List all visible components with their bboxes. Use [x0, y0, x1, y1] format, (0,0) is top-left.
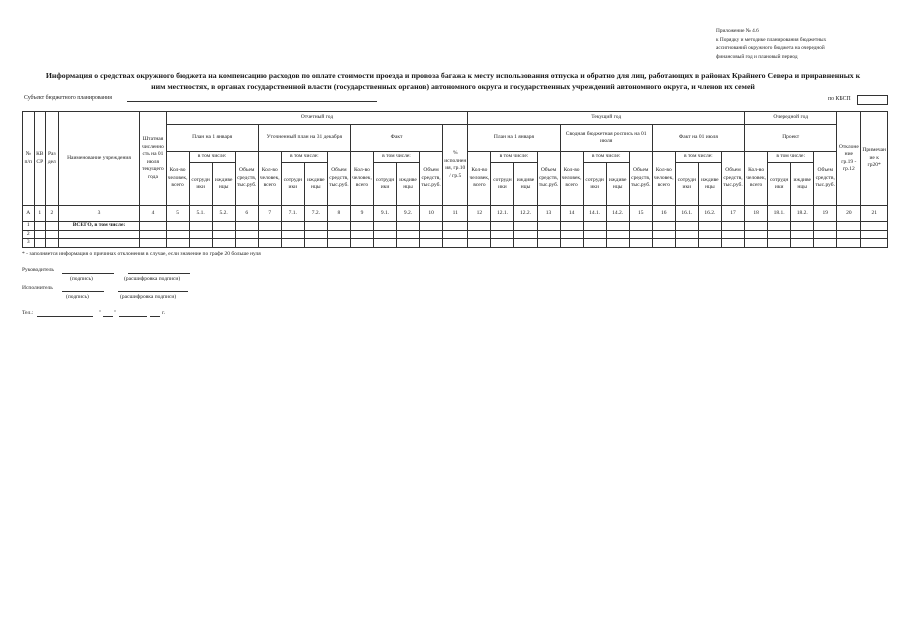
header-count: Кол-во человек, всего: [652, 152, 675, 206]
kbsp-label: по КБСП: [828, 96, 851, 102]
column-number: 1: [34, 206, 46, 222]
column-number: 21: [861, 206, 888, 222]
row-name: ВСЕГО, в том числе:: [58, 222, 140, 231]
column-number: 8: [327, 206, 350, 222]
column-number: 16: [652, 206, 675, 222]
header-employees: сотрудники: [675, 163, 698, 206]
header-employees: сотрудники: [373, 163, 396, 206]
header-razdel: Раз дел: [46, 112, 59, 206]
date-year-field[interactable]: [150, 316, 160, 317]
header-employees: сотрудники: [491, 163, 514, 206]
header-volume: Объем средств, тыс.руб.: [420, 152, 443, 206]
header-volume: Объем средств, тыс.руб.: [235, 152, 258, 206]
executor-decoding-caption: (расшифровка подписи): [120, 294, 177, 300]
head-signature-line[interactable]: [62, 273, 114, 274]
column-number: 15: [629, 206, 652, 222]
header-project: Проект: [745, 125, 837, 152]
column-number: 5.2.: [212, 206, 235, 222]
header-dependents: иждивенцы: [514, 163, 537, 206]
header-fact: Факт: [350, 125, 442, 152]
column-number: 9: [350, 206, 373, 222]
head-signature-caption: (подпись): [70, 276, 93, 282]
header-next-year: Очередной год: [745, 112, 837, 125]
date-month-field[interactable]: [119, 316, 147, 317]
column-number: 19: [814, 206, 837, 222]
date-quote-close: ": [114, 310, 117, 316]
header-employees: сотрудники: [583, 163, 606, 206]
document-title: Информация о средствах окружного бюджета на компенсацию расходов по оплате стоимости проезда и провоза багажа к месту использования отпуска и обратно для лиц, работающих в районах Крайнего Севера и приравненных к ним местностях, в органах государственной власти (государственных органов) автономного округа и государственных учреждений автономного округа, и членов их семей: [45, 71, 861, 91]
column-number: 14: [560, 206, 583, 222]
kbsp-field[interactable]: [857, 95, 888, 105]
table-row: [23, 239, 888, 248]
header-budget-list: Сводная бюджетная роспись на 01 июля: [560, 125, 652, 152]
column-number: 7.2.: [304, 206, 327, 222]
column-number: 17: [721, 206, 744, 222]
column-numbers-row: [23, 206, 888, 222]
footnote: * - заполняется информация о причинах отклонения в случае, если значение по графе 20 больше нуля: [22, 251, 261, 257]
row-number: 3: [23, 239, 35, 248]
appendix-note: [716, 27, 896, 61]
header-dependents: иждивенцы: [791, 163, 814, 206]
phone-field[interactable]: [37, 316, 93, 317]
column-number: 13: [537, 206, 560, 222]
date-quote-open: ": [99, 310, 102, 316]
column-number: 5.1.: [189, 206, 212, 222]
column-number: 12.1.: [491, 206, 514, 222]
column-number: 11: [443, 206, 468, 222]
column-number: 12.2.: [514, 206, 537, 222]
column-number: 9.2.: [397, 206, 420, 222]
executor-signature-line[interactable]: [62, 291, 104, 292]
header-count: Кол-во человек, всего: [745, 152, 768, 206]
header-count: Кол-во человек, всего: [560, 152, 583, 206]
header-count: Кол-во человек, всего: [468, 152, 491, 206]
appendix-line: ассигнований окружного бюджета на очередной: [716, 45, 825, 51]
header-employees: сотрудники: [189, 163, 212, 206]
column-number: 7.1.: [281, 206, 304, 222]
column-number: 18: [745, 206, 768, 222]
header-num: № п/п: [23, 112, 35, 206]
row-name[interactable]: [58, 230, 140, 239]
appendix-line: Приложение № 4.6: [716, 28, 759, 34]
phone-label: Тел.:: [22, 310, 34, 316]
header-incl: в том числе:: [189, 152, 235, 163]
head-label: Руководитель: [22, 267, 54, 273]
header-count: Кол-во человек, всего: [258, 152, 281, 206]
header-percent: % исполнения, гр.10 / гр.5: [443, 125, 468, 206]
header-name: Наименование учреждения: [58, 112, 140, 206]
header-fact-july: Факт на 01 июля: [652, 125, 744, 152]
column-number: 4: [140, 206, 166, 222]
date-year-suffix: г.: [162, 310, 166, 316]
header-dependents: иждивенцы: [304, 163, 327, 206]
header-kvsr: КВ СР: [34, 112, 46, 206]
head-decoding-line[interactable]: [128, 273, 190, 274]
row-number: 2: [23, 230, 35, 239]
header-incl: в том числе:: [281, 152, 327, 163]
header-incl: в том числе:: [373, 152, 419, 163]
row-name[interactable]: [58, 239, 140, 248]
column-number: 6: [235, 206, 258, 222]
header-report-year: Отчетный год: [166, 112, 468, 125]
table-row: [23, 222, 888, 231]
subject-label: Субъект бюджетного планирования: [24, 95, 112, 101]
header-volume: Объем средств, тыс.руб.: [814, 152, 837, 206]
header-deviation: Отклонение гр.19 - гр.12: [837, 112, 861, 206]
header-dependents: иждивенцы: [212, 163, 235, 206]
header-incl: в том числе:: [675, 152, 721, 163]
subject-field[interactable]: [127, 101, 377, 102]
row-number: 1: [23, 222, 35, 231]
header-dependents: иждивенцы: [606, 163, 629, 206]
header-incl: в том числе:: [768, 152, 814, 163]
column-number: 3: [58, 206, 140, 222]
header-volume: Объем средств, тыс.руб.: [327, 152, 350, 206]
executor-decoding-line[interactable]: [118, 291, 188, 292]
column-number: 18.2.: [791, 206, 814, 222]
column-number: А: [23, 206, 35, 222]
header-plan-jan-current: План на 1 января: [468, 125, 560, 152]
column-number: 20: [837, 206, 861, 222]
header-refined-plan: Уточненный план на 31 декабря: [258, 125, 350, 152]
header-count: Кол-во человек, всего: [350, 152, 373, 206]
budget-table: [22, 111, 888, 248]
header-employees: сотрудники: [281, 163, 304, 206]
header-volume: Объем средств, тыс.руб.: [537, 152, 560, 206]
head-decoding-caption: (расшифровка подписи): [124, 276, 181, 282]
column-number: 18.1.: [768, 206, 791, 222]
header-current-year: Текущий год: [468, 112, 745, 125]
header-count: Кол-во человек, всего: [166, 152, 189, 206]
date-day-field[interactable]: [103, 316, 113, 317]
table-row: [23, 230, 888, 239]
column-number: 2: [46, 206, 59, 222]
header-dependents: иждивенцы: [698, 163, 721, 206]
header-note: Примечание к гр20*: [861, 112, 888, 206]
appendix-line: финансовый год и плановый период: [716, 53, 798, 60]
column-number: 14.1.: [583, 206, 606, 222]
header-incl: в том числе:: [491, 152, 537, 163]
header-volume: Объем средств, тыс.руб.: [629, 152, 652, 206]
executor-signature-caption: (подпись): [66, 294, 89, 300]
column-number: 16.2.: [698, 206, 721, 222]
column-number: 12: [468, 206, 491, 222]
column-number: 9.1.: [373, 206, 396, 222]
appendix-line: к Порядку и методике планирования бюджетных: [716, 36, 827, 43]
header-employees: сотрудники: [768, 163, 791, 206]
header-staff: Штатная численность на 01 июля текущего года: [140, 112, 166, 206]
column-number: 7: [258, 206, 281, 222]
header-plan-jan: План на 1 января: [166, 125, 258, 152]
header-incl: в том числе:: [583, 152, 629, 163]
column-number: 14.2.: [606, 206, 629, 222]
executor-label: Исполнитель: [22, 285, 53, 291]
header-dependents: иждивенцы: [397, 163, 420, 206]
header-volume: Объем средств, тыс.руб.: [721, 152, 744, 206]
column-number: 5: [166, 206, 189, 222]
column-number: 16.1.: [675, 206, 698, 222]
column-number: 10: [420, 206, 443, 222]
